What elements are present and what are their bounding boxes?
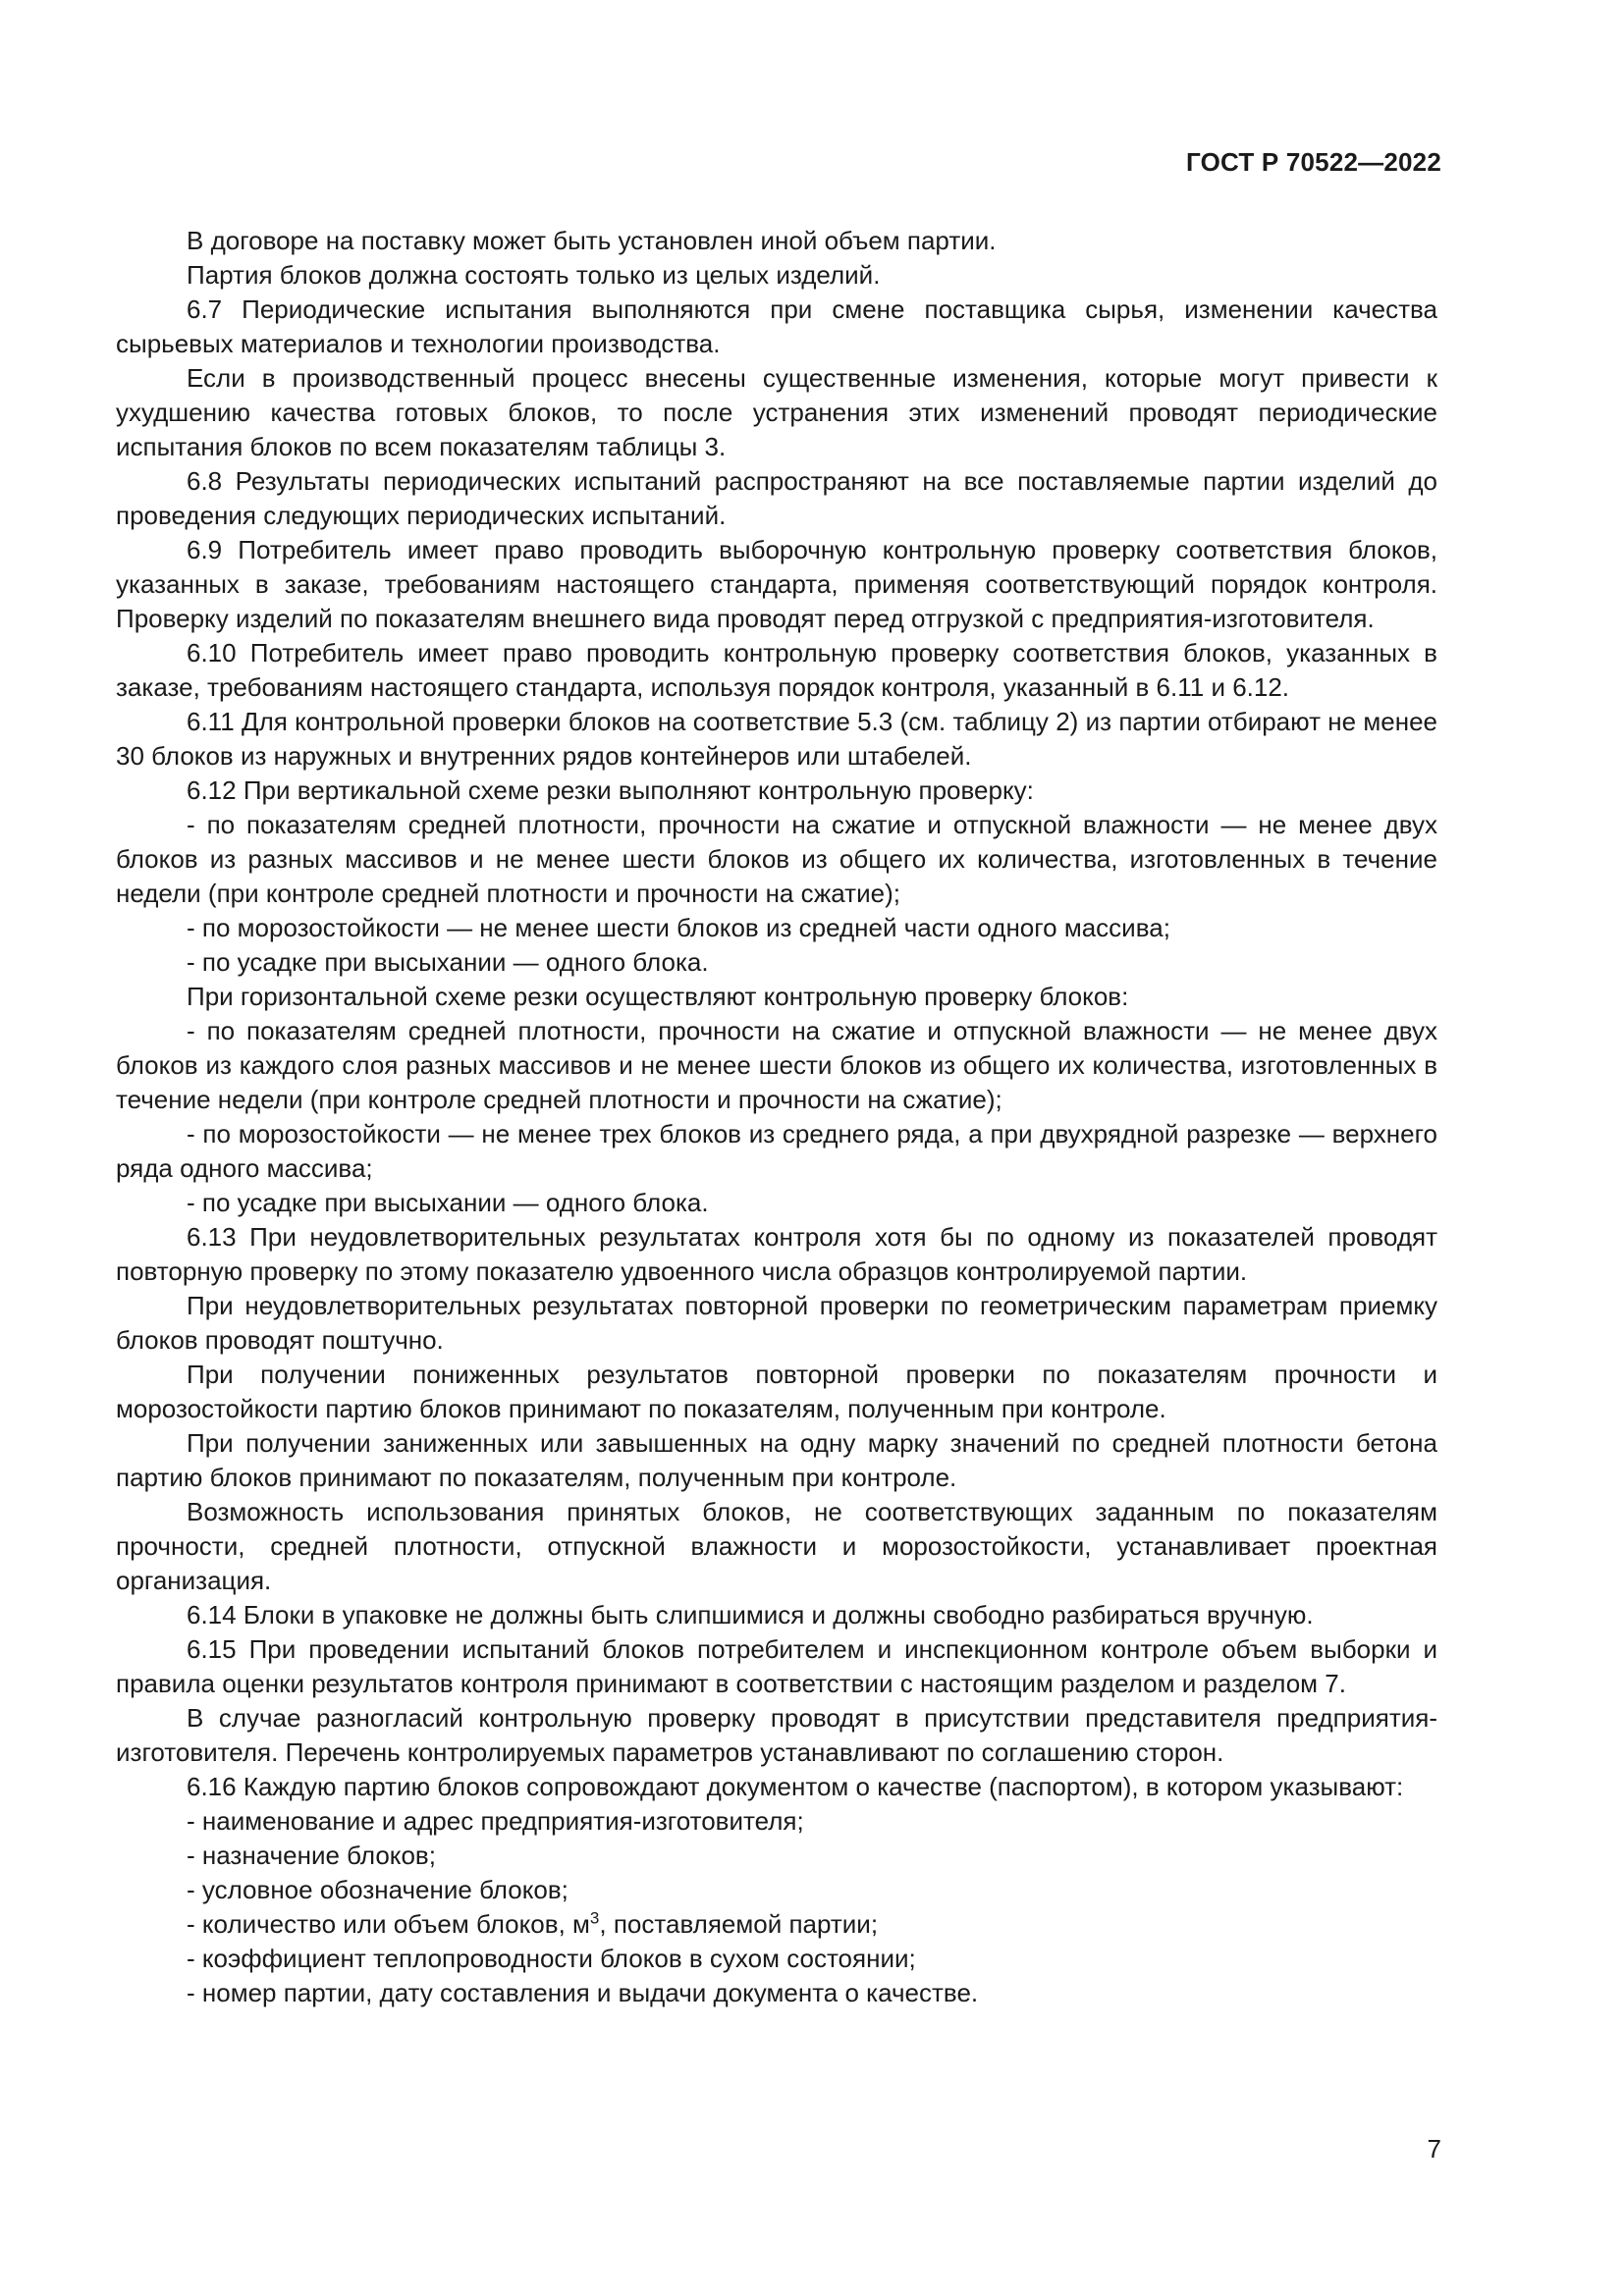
passport-item-text: - количество или объем блоков, м xyxy=(187,1909,590,1939)
page-number: 7 xyxy=(1427,2134,1441,2163)
document-code-header: ГОСТ Р 70522—2022 xyxy=(1186,147,1441,177)
clause-6-9: 6.9 Потребитель имеет право проводить выборочную контрольную проверку соответствия блоков, указанных в заказе, требованиям настоящего стандарта, применяя соответствующий порядок контроля. Проверку изделий по показателям внешнего вида проводят перед отгрузкой с предприятия-изготовителя. xyxy=(116,535,1437,633)
passport-list-item: - наименование и адрес предприятия-изготовителя; xyxy=(187,1806,804,1836)
paragraph: Партия блоков должна состоять только из целых изделий. xyxy=(187,260,881,290)
paragraph: В договоре на поставку может быть установлен иной объем партии. xyxy=(187,226,997,255)
passport-list-item: - номер партии, дату составления и выдачи документа о качестве. xyxy=(187,1978,979,2007)
paragraph: При неудовлетворительных результатах повторной проверки по геометрическим параметрам приемку блоков проводят поштучно. xyxy=(116,1291,1437,1355)
paragraph: При горизонтальной схеме резки осуществляют контрольную проверку блоков: xyxy=(187,982,1129,1011)
passport-list-item: - назначение блоков; xyxy=(187,1841,436,1870)
document-body xyxy=(116,224,1437,2010)
list-item: - по морозостойкости — не менее шести блоков из средней части одного массива; xyxy=(187,913,1170,942)
clause-6-15: 6.15 При проведении испытаний блоков потребителем и инспекционном контроле объем выборки и правила оценки результатов контроля принимают в соответствии с настоящим разделом и разделом 7. xyxy=(116,1634,1437,1698)
passport-list-item: - условное обозначение блоков; xyxy=(187,1875,568,1904)
clause-6-11: 6.11 Для контрольной проверки блоков на соответствие 5.3 (см. таблицу 2) из партии отбирают не менее 30 блоков из наружных и внутренних рядов контейнеров или штабелей. xyxy=(116,707,1437,771)
clause-6-7: 6.7 Периодические испытания выполняются при смене поставщика сырья, изменении качества сырьевых материалов и технологии производства. xyxy=(116,294,1437,358)
paragraph: В случае разногласий контрольную проверку проводят в присутствии представителя предприятия-изготовителя. Перечень контролируемых параметров устанавливают по соглашению сторон. xyxy=(116,1703,1437,1767)
list-item: - по показателям средней плотности, прочности на сжатие и отпускной влажности — не менее двух блоков из разных массивов и не менее шести блоков из общего их количества, изготовленных в течение недели (при контроле средней плотности и прочности на сжатие); xyxy=(116,810,1437,908)
list-item: - по усадке при высыхании — одного блока. xyxy=(187,1188,709,1217)
passport-list-item: - коэффициент теплопроводности блоков в сухом состоянии; xyxy=(187,1944,916,1973)
clause-6-10: 6.10 Потребитель имеет право проводить контрольную проверку соответствия блоков, указанных в заказе, требованиям настоящего стандарта, используя порядок контроля, указанный в 6.11 и 6.12. xyxy=(116,638,1437,702)
paragraph: При получении пониженных результатов повторной проверки по показателям прочности и морозостойкости партию блоков принимают по показателям, полученным при контроле. xyxy=(116,1360,1437,1423)
clause-6-13: 6.13 При неудовлетворительных результатах контроля хотя бы по одному из показателей проводят повторную проверку по этому показателю удвоенного числа образцов контролируемой партии. xyxy=(116,1222,1437,1286)
clause-6-12: 6.12 При вертикальной схеме резки выполняют контрольную проверку: xyxy=(187,775,1034,805)
clause-6-16: 6.16 Каждую партию блоков сопровождают документом о качестве (паспортом), в котором указывают: xyxy=(187,1772,1404,1801)
list-item: - по усадке при высыхании — одного блока. xyxy=(187,947,709,977)
paragraph: Возможность использования принятых блоков, не соответствующих заданным по показателям прочности, средней плотности, отпускной влажности и морозостойкости, устанавливает проектная организация. xyxy=(116,1497,1437,1595)
paragraph: При получении заниженных или завышенных на одну марку значений по средней плотности бетона партию блоков принимают по показателям, полученным при контроле. xyxy=(116,1428,1437,1492)
clause-6-14: 6.14 Блоки в упаковке не должны быть слипшимися и должны свободно разбираться вручную. xyxy=(187,1600,1314,1629)
paragraph: Если в производственный процесс внесены существенные изменения, которые могут привести к ухудшению качества готовых блоков, то после устранения этих изменений проводят периодические испытания блоков по всем показателям таблицы 3. xyxy=(116,363,1437,461)
list-item: - по показателям средней плотности, прочности на сжатие и отпускной влажности — не менее двух блоков из каждого слоя разных массивов и не менее шести блоков из общего их количества, изготовленных в течение недели (при контроле средней плотности и прочности на сжатие); xyxy=(116,1016,1437,1114)
cubic-superscript: 3 xyxy=(589,1908,600,1928)
clause-6-8: 6.8 Результаты периодических испытаний распространяют на все поставляемые партии изделий до проведения следующих периодических испытаний. xyxy=(116,466,1437,530)
passport-list-item xyxy=(116,1907,1437,1942)
list-item: - по морозостойкости — не менее трех блоков из среднего ряда, а при двухрядной разрезке — верхнего ряда одного массива; xyxy=(116,1119,1437,1183)
passport-item-text: , поставляемой партии; xyxy=(599,1909,879,1939)
